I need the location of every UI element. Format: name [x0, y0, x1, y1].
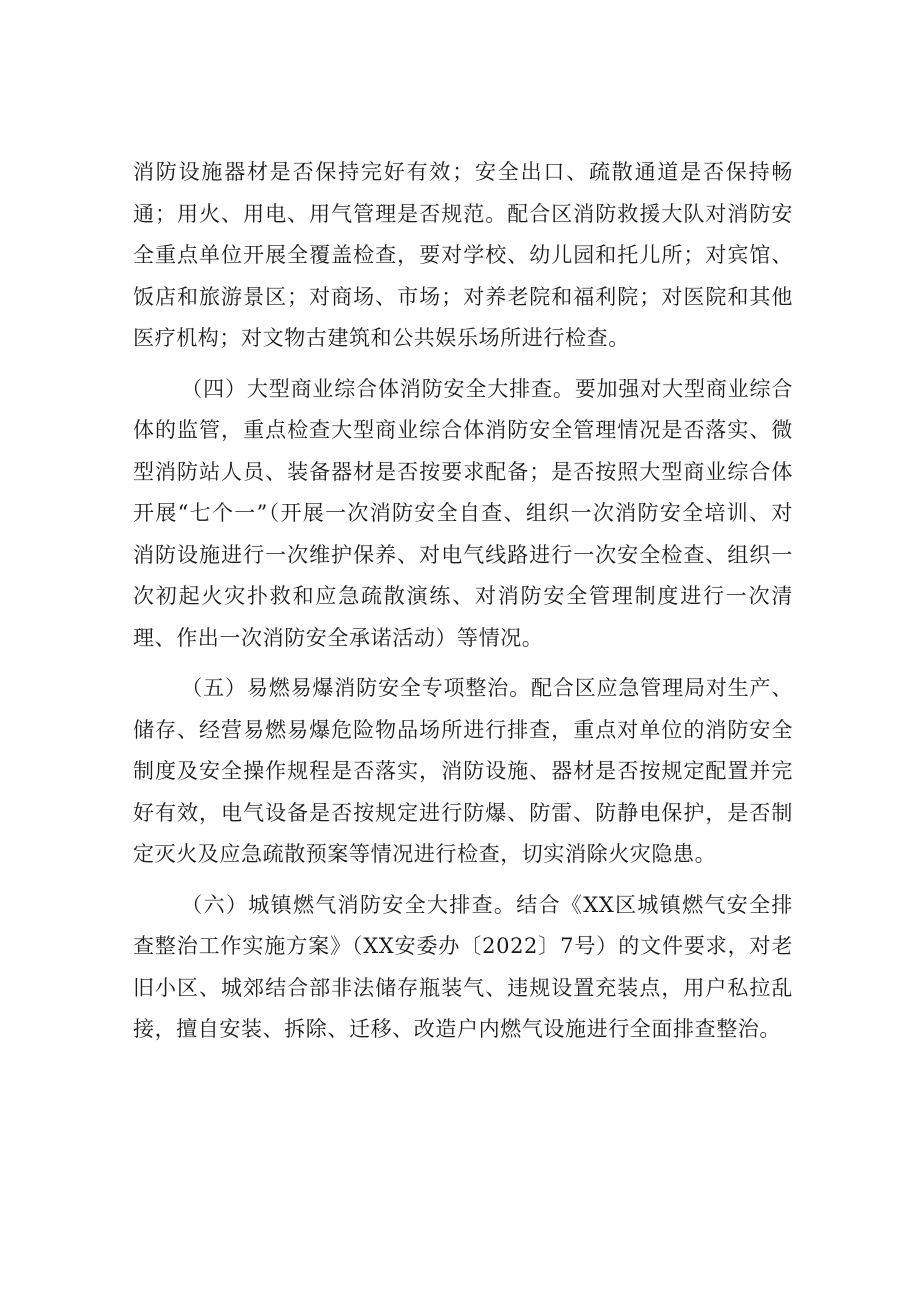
paragraph-flammable-explosive-rectification: （五）易燃易爆消防安全专项整治。配合区应急管理局对生产、储存、经营易燃易爆危险物品场所进行排查，重点对单位的消防安全制度及安全操作规程是否落实，消防设施、器材是否按规定配置并完好有效，电气设备是否按规定进行防爆、防雷、防静电保护，是否制定灭火及应急疏散预案等情况进行检查，切实消除火灾隐患。: [133, 676, 793, 866]
paragraph-urban-gas-inspection: （六）城镇燃气消防安全大排查。结合《XX区城镇燃气安全排查整治工作实施方案》（XX安委办〔2022〕7号）的文件要求，对老旧小区、城郊结合部非法储存瓶装气、违规设置充装点，用户私拉乱接，擅自安装、拆除、迁移、改造户内燃气设施进行全面排查整治。: [133, 892, 793, 1041]
paragraph-commercial-complex-inspection: （四）大型商业综合体消防安全大排查。要加强对大型商业综合体的监管，重点检查大型商业综合体消防安全管理情况是否落实、微型消防站人员、装备器材是否按要求配备；是否按照大型商业综合体开展“七个一”（开展一次消防安全自查、组织一次消防安全培训、对消防设施进行一次维护保养、对电气线路进行一次安全检查、组织一次初起火灾扑救和应急疏散演练、对消防安全管理制度进行一次清理、作出一次消防安全承诺活动）等情况。: [133, 376, 793, 650]
paragraph-fire-facilities-inspection: 消防设施器材是否保持完好有效；安全出口、疏散通道是否保持畅通；用火、用电、用气管理是否规范。配合区消防救援大队对消防安全重点单位开展全覆盖检查，要对学校、幼儿园和托儿所；对宾馆、饭店和旅游景区；对商场、市场；对养老院和福利院；对医院和其他医疗机构；对文物古建筑和公共娱乐场所进行检查。: [133, 160, 793, 350]
document-body: [133, 152, 793, 1051]
